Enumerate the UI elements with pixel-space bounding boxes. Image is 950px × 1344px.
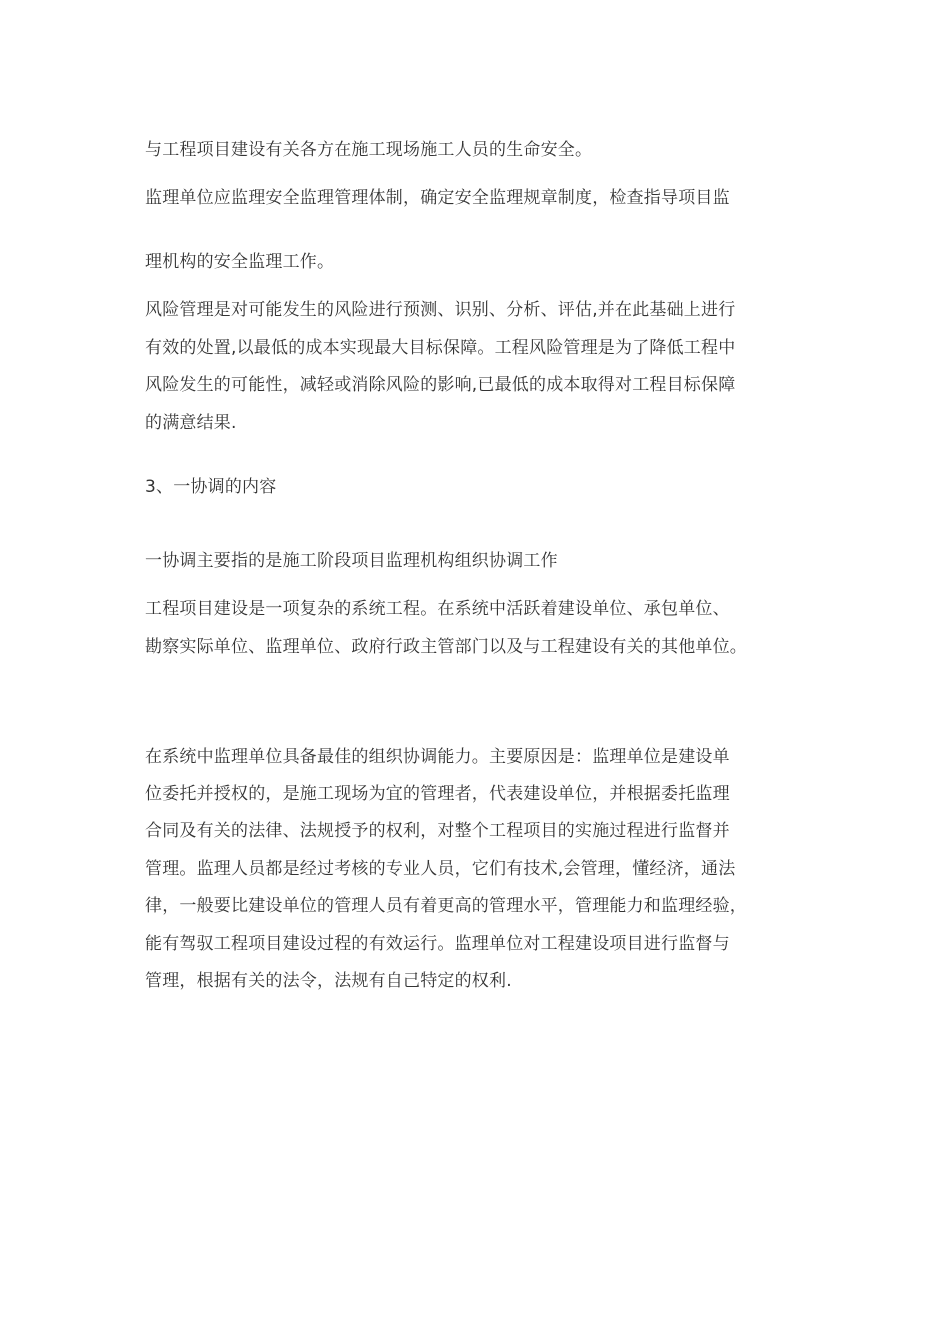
text-line: 勘察实际单位、监理单位、政府行政主管部门以及与工程建设有关的其他单位。 [145, 637, 747, 657]
text-line: 一协调主要指的是施工阶段项目监理机构组织协调工作 [145, 551, 558, 571]
text-line: 监理单位应监理安全监理管理体制，确定安全监理规章制度，检查指导项目监 [145, 188, 730, 208]
text-line: 的满意结果. [145, 413, 237, 433]
text-line: 风险管理是对可能发生的风险进行预测、识别、分析、评估,并在此基础上进行 [145, 300, 736, 320]
text-line: 位委托并授权的，是施工现场为宜的管理者，代表建设单位，并根据委托监理 [145, 784, 730, 804]
text-line: 风险发生的可能性，减轻或消除风险的影响,已最低的成本取得对工程目标保障 [145, 375, 736, 395]
text-line: 与工程项目建设有关各方在施工现场施工人员的生命安全。 [145, 140, 593, 160]
text-line: 在系统中监理单位具备最佳的组织协调能力。主要原因是：监理单位是建设单 [145, 747, 730, 767]
text-line: 律，一般要比建设单位的管理人员有着更高的管理水平，管理能力和监理经验， [145, 896, 747, 916]
text-line: 合同及有关的法律、法规授予的权利，对整个工程项目的实施过程进行监督并 [145, 821, 730, 841]
text-line: 管理。监理人员都是经过考核的专业人员，它们有技术,会管理，懂经济，通法 [145, 859, 736, 879]
text-line: 工程项目建设是一项复杂的系统工程。在系统中活跃着建设单位、承包单位、 [145, 599, 730, 619]
text-line: 能有驾驭工程项目建设过程的有效运行。监理单位对工程建设项目进行监督与 [145, 934, 730, 954]
text-line: 管理，根据有关的法令，法规有自己特定的权利. [145, 971, 512, 991]
text-line: 理机构的安全监理工作。 [145, 252, 335, 272]
section-heading: 3、一协调的内容 [145, 477, 277, 497]
text-line: 有效的处置,以最低的成本实现最大目标保障。工程风险管理是为了降低工程中 [145, 338, 736, 358]
